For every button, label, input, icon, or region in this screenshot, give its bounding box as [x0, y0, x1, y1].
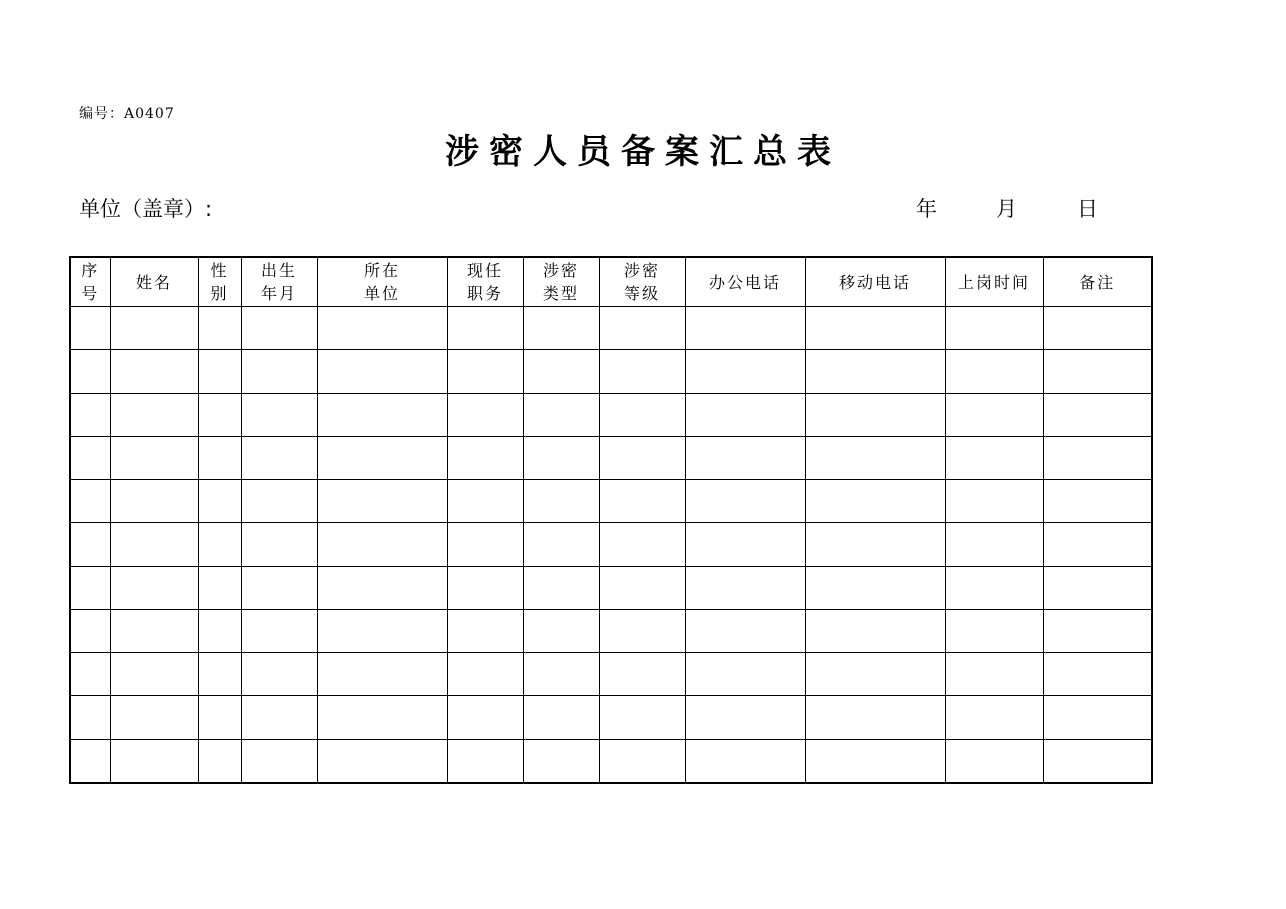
document-title: 涉密人员备案汇总表: [445, 132, 841, 172]
table-row: [70, 523, 1152, 566]
table-cell[interactable]: [945, 566, 1043, 609]
column-header-line2: 单位: [363, 284, 400, 303]
column-header-line2: 职务: [466, 284, 503, 303]
date-day-label: 日: [1077, 197, 1098, 221]
column-header-line2: 别: [210, 284, 229, 303]
table-cell[interactable]: [241, 653, 317, 696]
table-cell[interactable]: [523, 566, 599, 609]
table-cell[interactable]: [805, 609, 945, 652]
table-cell[interactable]: [70, 393, 110, 436]
column-header: [805, 257, 945, 307]
column-header: [685, 257, 805, 307]
table-cell[interactable]: [685, 307, 805, 350]
table-cell[interactable]: [685, 393, 805, 436]
table-cell[interactable]: [1043, 653, 1152, 696]
table-cell[interactable]: [447, 523, 523, 566]
date-month-label: 月: [996, 197, 1017, 221]
table-row: [70, 566, 1152, 609]
column-header: [198, 257, 241, 307]
table-cell[interactable]: [1043, 739, 1152, 783]
table-cell[interactable]: [1043, 609, 1152, 652]
table-cell[interactable]: [599, 609, 685, 652]
unit-seal-label: 单位（盖章）:: [79, 197, 213, 221]
table-cell[interactable]: [198, 566, 241, 609]
table-cell[interactable]: [523, 609, 599, 652]
table-cell[interactable]: [945, 480, 1043, 523]
table-cell[interactable]: [317, 436, 447, 479]
table-cell[interactable]: [70, 523, 110, 566]
column-header: [241, 257, 317, 307]
table-cell[interactable]: [523, 393, 599, 436]
table-body: [70, 307, 1152, 784]
table-cell[interactable]: [1043, 307, 1152, 350]
column-header: [523, 257, 599, 307]
table-cell[interactable]: [447, 609, 523, 652]
table-cell[interactable]: [523, 696, 599, 739]
column-header-line1: 性: [210, 261, 229, 280]
table-cell[interactable]: [599, 307, 685, 350]
table-cell[interactable]: [241, 436, 317, 479]
table-cell[interactable]: [805, 696, 945, 739]
table-cell[interactable]: [198, 350, 241, 393]
table-header-row: [70, 257, 1152, 307]
table-cell[interactable]: [805, 350, 945, 393]
table-cell[interactable]: [110, 609, 198, 652]
table-cell[interactable]: [70, 653, 110, 696]
table-cell[interactable]: [945, 393, 1043, 436]
table-cell[interactable]: [447, 653, 523, 696]
table-cell[interactable]: [317, 739, 447, 783]
table-cell[interactable]: [110, 480, 198, 523]
table-cell[interactable]: [1043, 523, 1152, 566]
table-cell[interactable]: [523, 350, 599, 393]
table-cell[interactable]: [110, 696, 198, 739]
table-cell[interactable]: [945, 307, 1043, 350]
column-header-line2: 号: [81, 284, 100, 303]
table-cell[interactable]: [1043, 350, 1152, 393]
table-row: [70, 653, 1152, 696]
table-cell[interactable]: [447, 696, 523, 739]
column-header-line1: 涉密: [542, 261, 579, 280]
table-cell[interactable]: [317, 523, 447, 566]
table-cell[interactable]: [599, 480, 685, 523]
table-cell[interactable]: [599, 696, 685, 739]
table-cell[interactable]: [198, 696, 241, 739]
table-cell[interactable]: [70, 480, 110, 523]
table-cell[interactable]: [805, 653, 945, 696]
column-header-line1: 上岗时间: [957, 272, 1030, 292]
table-cell[interactable]: [110, 653, 198, 696]
table-row: [70, 480, 1152, 523]
column-header: [945, 257, 1043, 307]
column-header-line1: 备注: [1079, 272, 1116, 292]
table-cell[interactable]: [685, 566, 805, 609]
table-cell[interactable]: [447, 436, 523, 479]
table-cell[interactable]: [198, 480, 241, 523]
table-cell[interactable]: [70, 350, 110, 393]
personnel-record-table: [69, 256, 1153, 784]
table-cell[interactable]: [685, 653, 805, 696]
table-cell[interactable]: [1043, 566, 1152, 609]
table-cell[interactable]: [241, 609, 317, 652]
table-cell[interactable]: [1043, 696, 1152, 739]
table-cell[interactable]: [523, 653, 599, 696]
column-header-line1: 涉密: [623, 261, 660, 280]
table-cell[interactable]: [241, 523, 317, 566]
table-cell[interactable]: [70, 696, 110, 739]
table-cell[interactable]: [447, 393, 523, 436]
table-row: [70, 739, 1152, 783]
table-cell[interactable]: [685, 480, 805, 523]
table-cell[interactable]: [523, 436, 599, 479]
table-cell[interactable]: [317, 480, 447, 523]
table-cell[interactable]: [599, 393, 685, 436]
table-cell[interactable]: [523, 523, 599, 566]
column-header-line1: 所在: [363, 261, 400, 280]
table-cell[interactable]: [317, 307, 447, 350]
table-cell[interactable]: [805, 307, 945, 350]
table-cell[interactable]: [198, 609, 241, 652]
table-cell[interactable]: [110, 739, 198, 783]
table-cell[interactable]: [110, 307, 198, 350]
table-cell[interactable]: [945, 436, 1043, 479]
table-cell[interactable]: [685, 523, 805, 566]
table-cell[interactable]: [945, 523, 1043, 566]
table-cell[interactable]: [523, 480, 599, 523]
table-cell[interactable]: [1043, 436, 1152, 479]
table-row: [70, 307, 1152, 350]
table-cell[interactable]: [198, 393, 241, 436]
table-cell[interactable]: [447, 307, 523, 350]
table-cell[interactable]: [945, 653, 1043, 696]
table-cell[interactable]: [599, 523, 685, 566]
table-cell[interactable]: [317, 609, 447, 652]
column-header-line1: 移动电话: [838, 272, 911, 292]
table-cell[interactable]: [198, 739, 241, 783]
table-cell[interactable]: [1043, 393, 1152, 436]
table-cell[interactable]: [110, 523, 198, 566]
table-cell[interactable]: [70, 566, 110, 609]
table-cell[interactable]: [317, 696, 447, 739]
table-cell[interactable]: [599, 653, 685, 696]
date-year-label: 年: [916, 197, 937, 221]
table-cell[interactable]: [599, 436, 685, 479]
table-row: [70, 436, 1152, 479]
table-cell[interactable]: [241, 739, 317, 783]
table-cell[interactable]: [523, 739, 599, 783]
table-cell[interactable]: [317, 653, 447, 696]
table-cell[interactable]: [198, 523, 241, 566]
column-header-line1: 现任: [466, 261, 503, 280]
table-cell[interactable]: [317, 350, 447, 393]
table-cell[interactable]: [241, 696, 317, 739]
table-cell[interactable]: [198, 653, 241, 696]
table-row: [70, 696, 1152, 739]
table-cell[interactable]: [523, 307, 599, 350]
table-row: [70, 350, 1152, 393]
column-header: [599, 257, 685, 307]
table-cell[interactable]: [599, 350, 685, 393]
table-cell[interactable]: [70, 436, 110, 479]
table-cell[interactable]: [241, 307, 317, 350]
table-cell[interactable]: [447, 739, 523, 783]
table-cell[interactable]: [945, 609, 1043, 652]
table-cell[interactable]: [599, 739, 685, 783]
column-header-line1: 姓名: [135, 272, 172, 292]
table-cell[interactable]: [805, 566, 945, 609]
table-cell[interactable]: [685, 609, 805, 652]
table-cell[interactable]: [945, 350, 1043, 393]
table-cell[interactable]: [805, 436, 945, 479]
table-cell[interactable]: [805, 480, 945, 523]
column-header: [70, 257, 110, 307]
table-cell[interactable]: [317, 566, 447, 609]
column-header: [1043, 257, 1152, 307]
document-number: 编号：A0407: [79, 106, 175, 122]
table-cell[interactable]: [805, 393, 945, 436]
table-cell[interactable]: [70, 739, 110, 783]
table-row: [70, 609, 1152, 652]
table-cell[interactable]: [241, 480, 317, 523]
table-cell[interactable]: [198, 307, 241, 350]
table-cell[interactable]: [241, 566, 317, 609]
table-cell[interactable]: [945, 739, 1043, 783]
table-cell[interactable]: [447, 350, 523, 393]
table-cell[interactable]: [1043, 480, 1152, 523]
table-cell[interactable]: [70, 307, 110, 350]
table-cell[interactable]: [685, 696, 805, 739]
column-header-line1: 序: [81, 261, 100, 280]
column-header-line1: 办公电话: [708, 272, 781, 292]
table-cell[interactable]: [241, 350, 317, 393]
table-cell[interactable]: [110, 393, 198, 436]
table-cell[interactable]: [945, 696, 1043, 739]
table-cell[interactable]: [685, 739, 805, 783]
table-cell[interactable]: [110, 436, 198, 479]
table-cell[interactable]: [447, 480, 523, 523]
table-row: [70, 393, 1152, 436]
column-header-line2: 类型: [542, 284, 579, 303]
table-cell[interactable]: [198, 436, 241, 479]
table-cell[interactable]: [805, 739, 945, 783]
table-cell[interactable]: [110, 350, 198, 393]
table-cell[interactable]: [241, 393, 317, 436]
column-header-line2: 等级: [623, 284, 660, 303]
table-cell[interactable]: [317, 393, 447, 436]
column-header: [447, 257, 523, 307]
table-cell[interactable]: [110, 566, 198, 609]
table-cell[interactable]: [805, 523, 945, 566]
table-cell[interactable]: [685, 436, 805, 479]
column-header: [110, 257, 198, 307]
table-cell[interactable]: [447, 566, 523, 609]
column-header-line2: 年月: [260, 284, 297, 303]
table-cell[interactable]: [685, 350, 805, 393]
column-header: [317, 257, 447, 307]
table-cell[interactable]: [599, 566, 685, 609]
column-header-line1: 出生: [260, 261, 297, 280]
table-cell[interactable]: [70, 609, 110, 652]
